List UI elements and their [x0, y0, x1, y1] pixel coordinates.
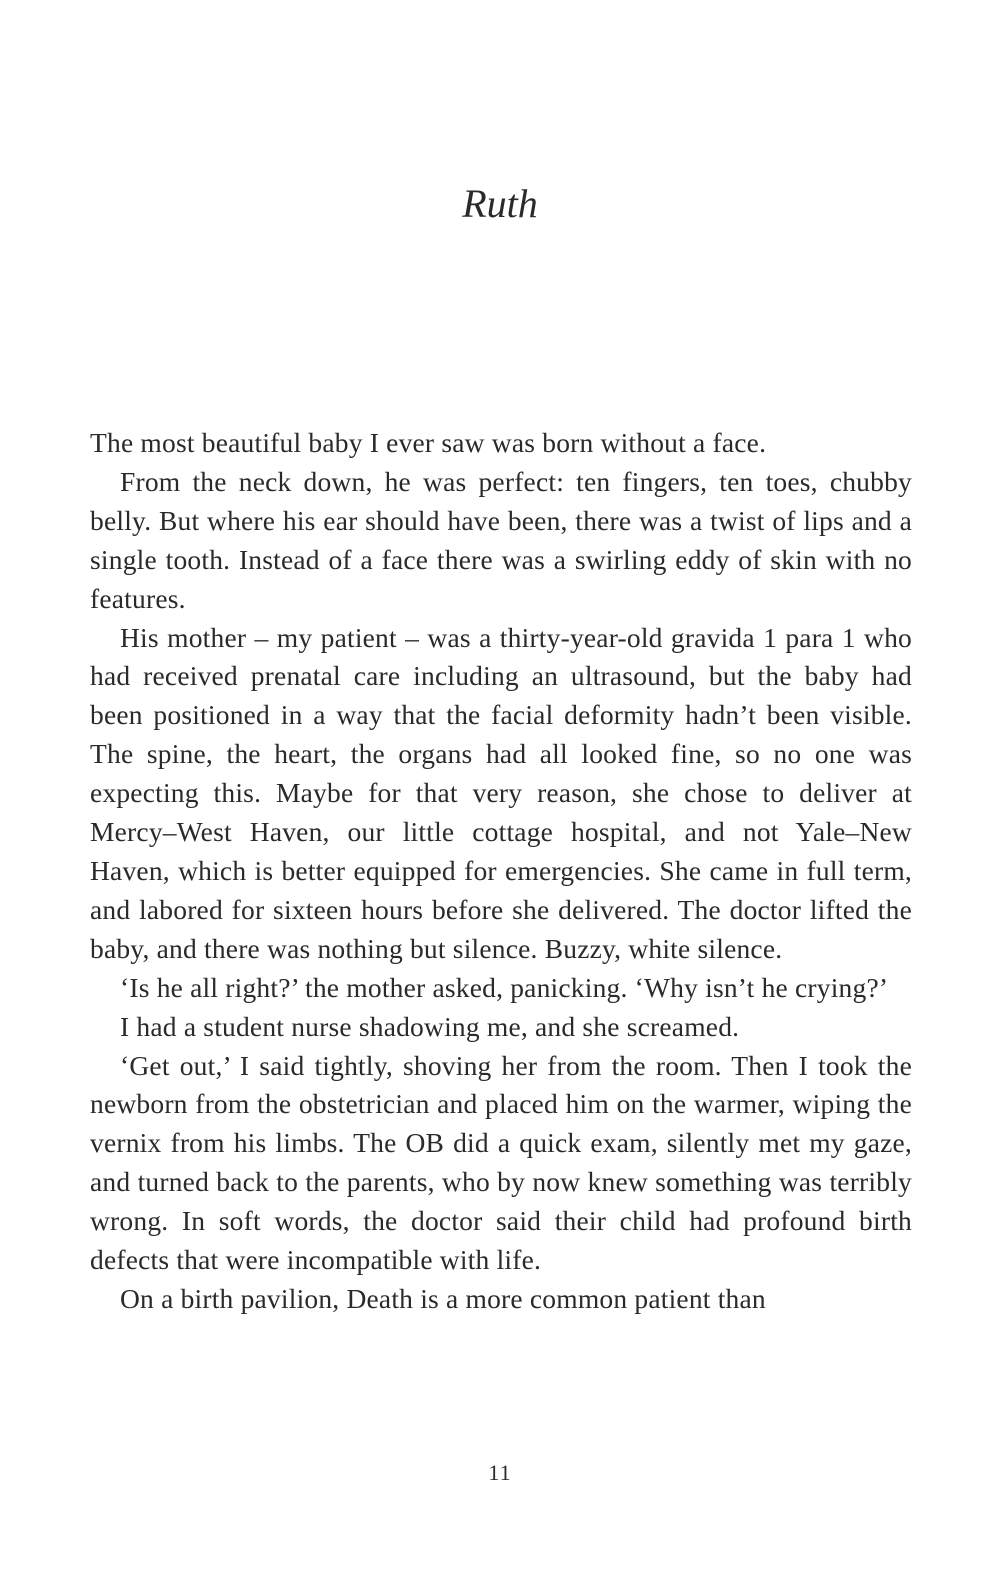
body-text [90, 424, 912, 1319]
page-number: 11 [488, 1460, 512, 1485]
paragraph: ‘Get out,’ I said tightly, shoving her from the room. Then I took the newborn from the obstetrician and placed him on the warmer, wiping the vernix from his limbs. The OB did a quick exam, silently met my gaze, and turned back to the parents, who by now knew something was terribly wrong. In soft words, the doctor said their child had profound birth defects that were incompatible with life. [90, 1049, 912, 1276]
paragraph: I had a student nurse shadowing me, and she screamed. [120, 1010, 740, 1042]
paragraph: On a birth pavilion, Death is a more common patient than [120, 1282, 766, 1314]
paragraph: From the neck down, he was perfect: ten fingers, ten toes, chubby belly. But where his ear should have been, there was a twist of lips and a single tooth. Instead of a face there was a swirling eddy of skin with no features. [90, 465, 912, 614]
paragraph: His mother – my patient – was a thirty-year-old gravida 1 para 1 who had received prenatal care including an ultrasound, but the baby had been positioned in a way that the facial deformity hadn’t been visible. The spine, the heart, the organs had all looked fine, so no one was expecting this. Maybe for that very reason, she chose to deliver at Mercy–West Haven, our little cottage hospital, and not Yale–New Haven, which is better equipped for emergencies. She came in full term, and labored for sixteen hours before she delivered. The doctor lifted the baby, and there was nothing but silence. Buzzy, white silence. [90, 621, 912, 964]
chapter-title: Ruth [462, 181, 538, 226]
paragraph: ‘Is he all right?’ the mother asked, panicking. ‘Why isn’t he crying?’ [120, 971, 889, 1003]
paragraph: The most beautiful baby I ever saw was born without a face. [90, 427, 767, 458]
